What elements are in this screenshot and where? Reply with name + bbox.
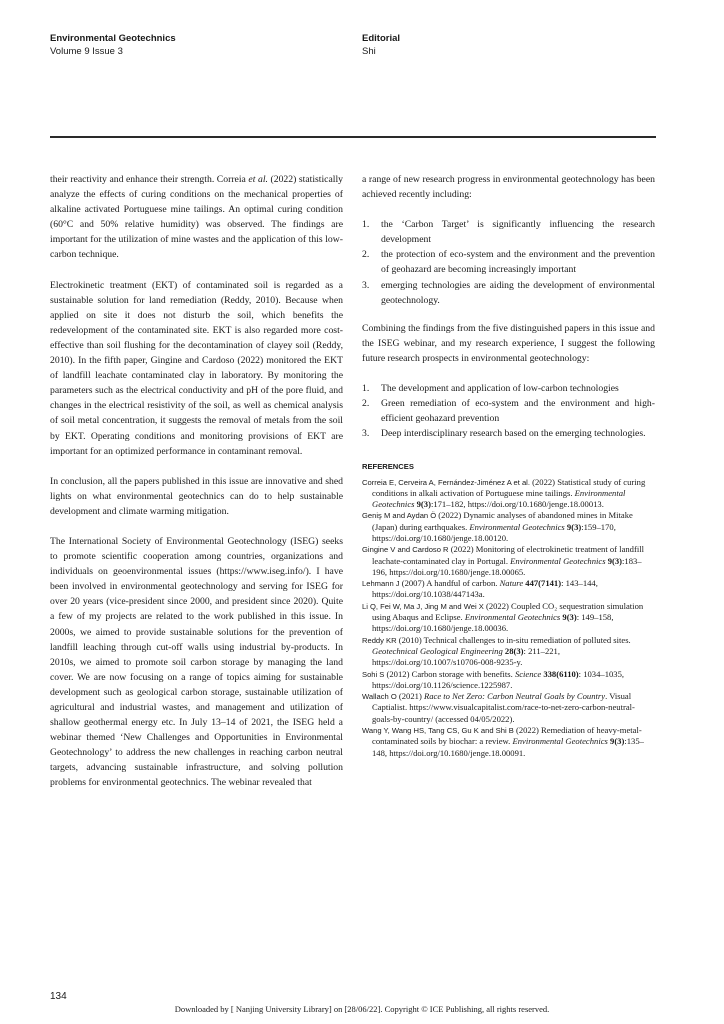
list-item: 1. The development and application of low-carbon technologies <box>362 383 619 395</box>
reference-item: Correia E, Cerveira A, Fernández-Jiménez A et al. (2022) Statistical study of curing conditions in alkali activation of Portuguese mine tailings. Environmental Geotechnics 9(3):171–182, https://doi.org/10.1680/jenge.18.00013. <box>362 476 646 510</box>
running-header-left <box>50 32 176 58</box>
list-item: 2. Green remediation of eco-system and the environment and high-efficient geohazard prevention <box>362 398 655 425</box>
author-name: Shi <box>362 46 376 57</box>
reference-item: Wang Y, Wang HS, Tang CS, Gu K and Shi B (2022) Remediation of heavy-metal-contaminated soils by biochar: a review. Environmental Geotechnics 9(3):135–148, https://doi.org/10.1680/jenge.18.00091. <box>362 725 644 758</box>
reference-list <box>362 477 655 759</box>
list-item: 3. emerging technologies are aiding the development of environmental geotechnology. <box>362 279 655 306</box>
reference-item: Gingine V and Cardoso R (2022) Monitoring of electrokinetic treatment of landfill leachate-contaminated clay in Portugal. Environmental Geotechnics 9(3):183–196, https://doi.org/10.1680/jenge.18.00065. <box>362 544 644 577</box>
reference-item: Wallach O (2021) Race to Net Zero: Carbon Neutral Goals by Country. Visual Captialist. https://www.visualcapitalist.com/race-to-net-zero-carbon-neutral-goals-by-country/ (accessed 04/05/2022). <box>362 691 635 724</box>
list-item: 2. the protection of eco-system and the environment and the prevention of geohazard are becoming increasingly important <box>362 249 655 276</box>
paragraph: Electrokinetic treatment (EKT) of contaminated soil is regarded as a sustainable solution for land remediation (Reddy, 2010). Because when applied on site it does not disturb the soil, which benefits the redevelopment of the contaminated site. EKT is also regarded more cost-effective than soil flushing for the decontamination of clayey soil (Reddy, 2010). In the fifth paper, Gingine and Cardoso (2022) monitored the EKT of landfill leachate contaminated clay in laboratory. By monitoring the parameters such as the electrical conductivity and pH of the pore fluid, and changes in the electrical resistivity of the soil, as well as chemical analysis of soil metal concentration, it suggests the removal of metals from the soil by EKT. Operating conditions and monitoring provisions of EKT are important for an optimized performance in contaminant removal. <box>50 279 343 457</box>
paragraph: In conclusion, all the papers published in this issue are innovative and shed lights on what environmental geotechnics can do to help sustainable development and climate warming mitigation. <box>50 475 343 517</box>
page-number: 134 <box>50 991 67 1002</box>
references-heading: REFERENCES <box>362 462 414 472</box>
numbered-list <box>362 217 655 308</box>
paragraph: Combining the findings from the five distinguished papers in this issue and the ISEG webinar, and my research experience, I suggest the following future research prospects in environmental geotechnology: <box>362 322 655 364</box>
download-footer: Downloaded by [ Nanjing University Library] on [28/06/22]. Copyright © ICE Publishing, all rights reserved. <box>174 1004 550 1014</box>
header-rule <box>50 136 656 138</box>
reference-item: Lehmann J (2007) A handful of carbon. Nature 447(7141): 143–144, https://doi.org/10.1038/447143a. <box>362 578 598 600</box>
paragraph: The International Society of Environmental Geotechnology (ISEG) seeks to promote scientific cooperation among countries, organizations and individuals on geoenvironmental issues (https://www.iseg.info/). I have been involved in environmental geotechnology and serving for ISEG for over 20 years (vice-president since 2000, and president since 2020). Quite a few of my projects are related to the work published in this issue. In 2000s, we aimed to provide sustainable solutions for the prevention of landfill leaching through cut-off walls using industrial by-products. In 2010s, we aimed to promote soil carbon storage by managing the land cover. We are now focusing on a range of topics aiming for sustainable development such as geological carbon storage, sustainable utilization of agricultural and industrial wastes, and management and utilization of shallow geothermal energy etc. In July 13–14 of 2021, the ISEG held a webinar themed ‘New Challenges and Opportunities in Environmental Geotechnology’ to address the new challenges in reaching carbon neutral targets, advancing sustainable infrastructure, and solving pollution problems for environmental geotechnics. The webinar revealed that <box>50 535 343 789</box>
left-column <box>50 172 343 806</box>
right-column <box>362 172 655 759</box>
numbered-list <box>362 381 655 441</box>
paragraph: a range of new research progress in environmental geotechnology has been achieved recently including: <box>362 174 655 201</box>
volume-issue: Volume 9 Issue 3 <box>50 46 123 57</box>
running-header-right <box>362 32 400 58</box>
list-item: 3. Deep interdisciplinary research based on the emerging technologies. <box>362 428 646 440</box>
list-item: 1. the ‘Carbon Target’ is significantly influencing the research development <box>362 219 655 246</box>
reference-item: Reddy KR (2010) Technical challenges to in-situ remediation of polluted sites. Geotechnical Geological Engineering 28(3): 211–221, https://doi.org/10.1007/s10706-008-9235-y. <box>362 634 631 668</box>
journal-title: Environmental Geotechnics <box>50 33 176 44</box>
reference-item: Sohi S (2012) Carbon storage with benefits. Science 338(6110): 1034–1035, https://doi.org/10.1126/science.1225987. <box>362 668 625 690</box>
reference-item: Geniş M and Aydan Ö (2022) Dynamic analyses of abandoned mines in Mitake (Japan) during earthquakes. Environmental Geotechnics 9(3):159–170, https://doi.org/10.1680/jenge.18.00120. <box>362 510 633 543</box>
paragraph: their reactivity and enhance their strength. Correia et al. (2022) statistically analyze the effects of curing conditions on the mechanical properties of alkaline activated Portuguese mine tailings. An optimal curing condition (60°C and 50% relative humidity) was observed. The findings are important for the utilization of mine wastes and the application of this low-carbon technique. <box>50 174 344 261</box>
article-type: Editorial <box>362 33 401 44</box>
reference-item: Li Q, Fei W, Ma J, Jing M and Wei X (2022) Coupled CO₂ sequestration simulation using Abaqus and Eclipse. Environmental Geotechnics 9(3): 149–158, https://doi.org/10.1680/jenge.18.00036. <box>362 600 644 634</box>
